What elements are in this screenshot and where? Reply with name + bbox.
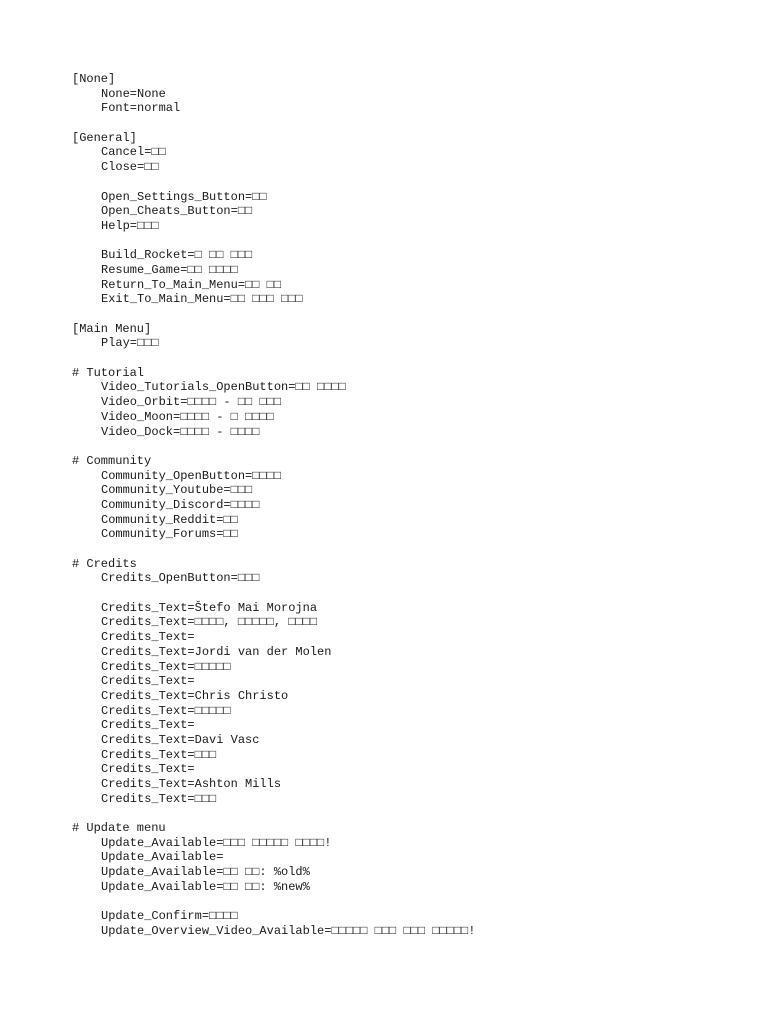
entry-line: Video_Moon=□□□□ - □ □□□□ [101, 409, 274, 424]
entry-line: Credits_Text=□□□□, □□□□□, □□□□ [101, 615, 318, 630]
entry-line: None=None [101, 86, 166, 101]
entry-line: Community_OpenButton=□□□□ [101, 468, 282, 483]
blank-line [72, 439, 712, 454]
blank-line [72, 895, 712, 910]
entry-line: Update_Available=□□□ □□□□□ □□□□! [101, 835, 332, 850]
entry-line: Credits_Text=□□□□□ [101, 659, 231, 674]
section-header: [General] [72, 130, 137, 145]
entry-line: Credits_Text=Davi Vasc [101, 732, 260, 747]
entry-line: Help=□□□ [101, 218, 159, 233]
entry-line: Return_To_Main_Menu=□□ □□ [101, 277, 282, 292]
entry-line: Credits_Text=Ashton Mills [101, 777, 282, 791]
entry-line: Video_Orbit=□□□□ - □□ □□□ [101, 395, 282, 410]
entry-line: Credits_Text=Chris Christo [101, 688, 289, 703]
blank-line [72, 806, 712, 821]
blank-line [72, 175, 712, 190]
comment-line: # Update menu [72, 821, 166, 836]
entry-line: Community_Forums=□□ [101, 527, 238, 542]
entry-line: Credits_Text= [101, 630, 195, 645]
entry-line: Open_Cheats_Button=□□ [101, 204, 253, 219]
blank-line [72, 351, 712, 366]
entry-line: Build_Rocket=□ □□ □□□ [101, 248, 253, 263]
entry-line: Credits_Text= [101, 718, 195, 733]
entry-line: Open_Settings_Button=□□ [101, 189, 267, 204]
entry-line: Update_Available= [101, 850, 224, 865]
entry-line: Update_Available=□□ □□: %new% [101, 879, 310, 894]
section-header: [Main Menu] [72, 321, 152, 336]
entry-line: Credits_OpenButton=□□□ [101, 571, 260, 586]
localization-file-text [72, 72, 712, 939]
entry-line: Video_Tutorials_OpenButton=□□ □□□□ [101, 380, 346, 395]
entry-line: Video_Dock=□□□□ - □□□□ [101, 424, 260, 439]
entry-line: Credits_Text=Jordi van der Molen [101, 644, 332, 659]
entry-line: Play=□□□ [101, 336, 159, 351]
entry-line: Credits_Text=□□□ [101, 791, 217, 806]
entry-line: Exit_To_Main_Menu=□□ □□□ □□□ [101, 292, 303, 307]
entry-line: Update_Overview_Video_Available=□□□□□ □□□ □□□ □□□□□! [101, 923, 476, 938]
entry-line: Update_Available=□□ □□: %old% [101, 865, 310, 880]
entry-line: Community_Reddit=□□ [101, 512, 238, 527]
blank-line [72, 307, 712, 322]
entry-line: Community_Youtube=□□□ [101, 483, 253, 498]
entry-line: Credits_Text=Štefo Mai Morojna [101, 600, 318, 615]
blank-line [72, 586, 712, 601]
entry-line: Resume_Game=□□ □□□□ [101, 262, 238, 277]
entry-line: Update_Confirm=□□□□ [101, 909, 238, 924]
entry-line: Cancel=□□ [101, 145, 166, 160]
comment-line: # Community [72, 453, 152, 468]
comment-line: # Tutorial [72, 365, 145, 380]
entry-line: Font=normal [101, 101, 181, 116]
comment-line: # Credits [72, 556, 137, 571]
entry-line: Credits_Text=□□□ [101, 747, 217, 762]
entry-line: Credits_Text= [101, 762, 195, 777]
blank-line [72, 542, 712, 557]
blank-line [72, 116, 712, 131]
entry-line: Community_Discord=□□□□ [101, 497, 260, 512]
entry-line: Credits_Text= [101, 674, 195, 689]
section-header: [None] [72, 72, 116, 86]
entry-line: Close=□□ [101, 160, 159, 175]
blank-line [72, 234, 712, 249]
entry-line: Credits_Text=□□□□□ [101, 703, 231, 718]
